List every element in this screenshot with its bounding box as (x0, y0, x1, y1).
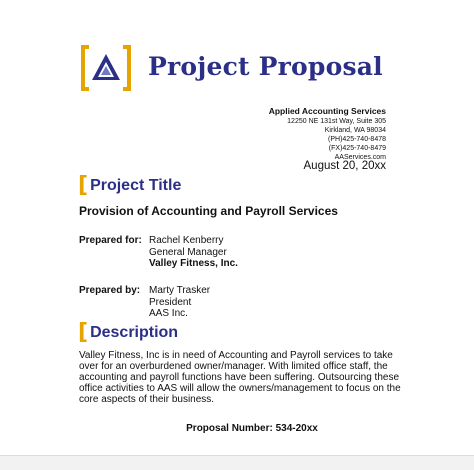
description-line: over for an overburdened owner/manager. With limited office staff, the (79, 361, 388, 372)
address-line-2: Kirkland, WA 98034 (324, 127, 386, 134)
project-title-text: Provision of Accounting and Payroll Services (79, 204, 338, 218)
prepared-by-role: President (149, 296, 192, 308)
description-paragraph (79, 350, 401, 405)
company-address-block (269, 106, 386, 162)
heading-bracket-icon: [ (78, 173, 89, 198)
prepared-for-label: Prepared for: (79, 235, 142, 246)
prepared-for-role: General Manager (149, 246, 227, 258)
triangle-bracket-logo-icon (81, 45, 131, 91)
company-website: AAServices.com (334, 154, 386, 161)
company-phone: (PH)425-740-8478 (328, 136, 386, 143)
proposal-date: August 20, 20xx (303, 160, 386, 172)
prepared-by-company: AAS Inc. (149, 308, 188, 319)
company-name: Applied Accounting Services (268, 106, 386, 116)
description-line: core aspects of their business. (79, 394, 215, 405)
company-fax: (FX)425-740-8479 (328, 145, 386, 152)
address-line-1: 12250 NE 131st Way, Suite 305 (287, 118, 386, 125)
description-line: Valley Fitness, Inc is in need of Accounting and Payroll services to take (79, 350, 393, 361)
description-line: office activities to AAS will allow the owners/management to focus on the (79, 383, 401, 394)
prepared-by-label: Prepared by: (79, 285, 141, 296)
description-line: accounting and payroll functions have been suffering. Outsourcing these (79, 372, 400, 383)
heading-bracket-icon: [ (78, 320, 89, 345)
prepared-for-company: Valley Fitness, Inc. (149, 258, 238, 269)
document-title: Project Proposal (148, 52, 383, 81)
project-title-heading (78, 175, 181, 197)
prepared-for-name: Rachel Kenberry (149, 235, 224, 246)
page-bottom-edge (0, 455, 474, 470)
prepared-by-name: Marty Trasker (149, 285, 211, 296)
proposal-number: Proposal Number: 534-20xx (186, 423, 318, 434)
description-heading (78, 322, 178, 344)
project-title-heading-text: Project Title (90, 177, 182, 194)
description-heading-text: Description (90, 324, 179, 341)
